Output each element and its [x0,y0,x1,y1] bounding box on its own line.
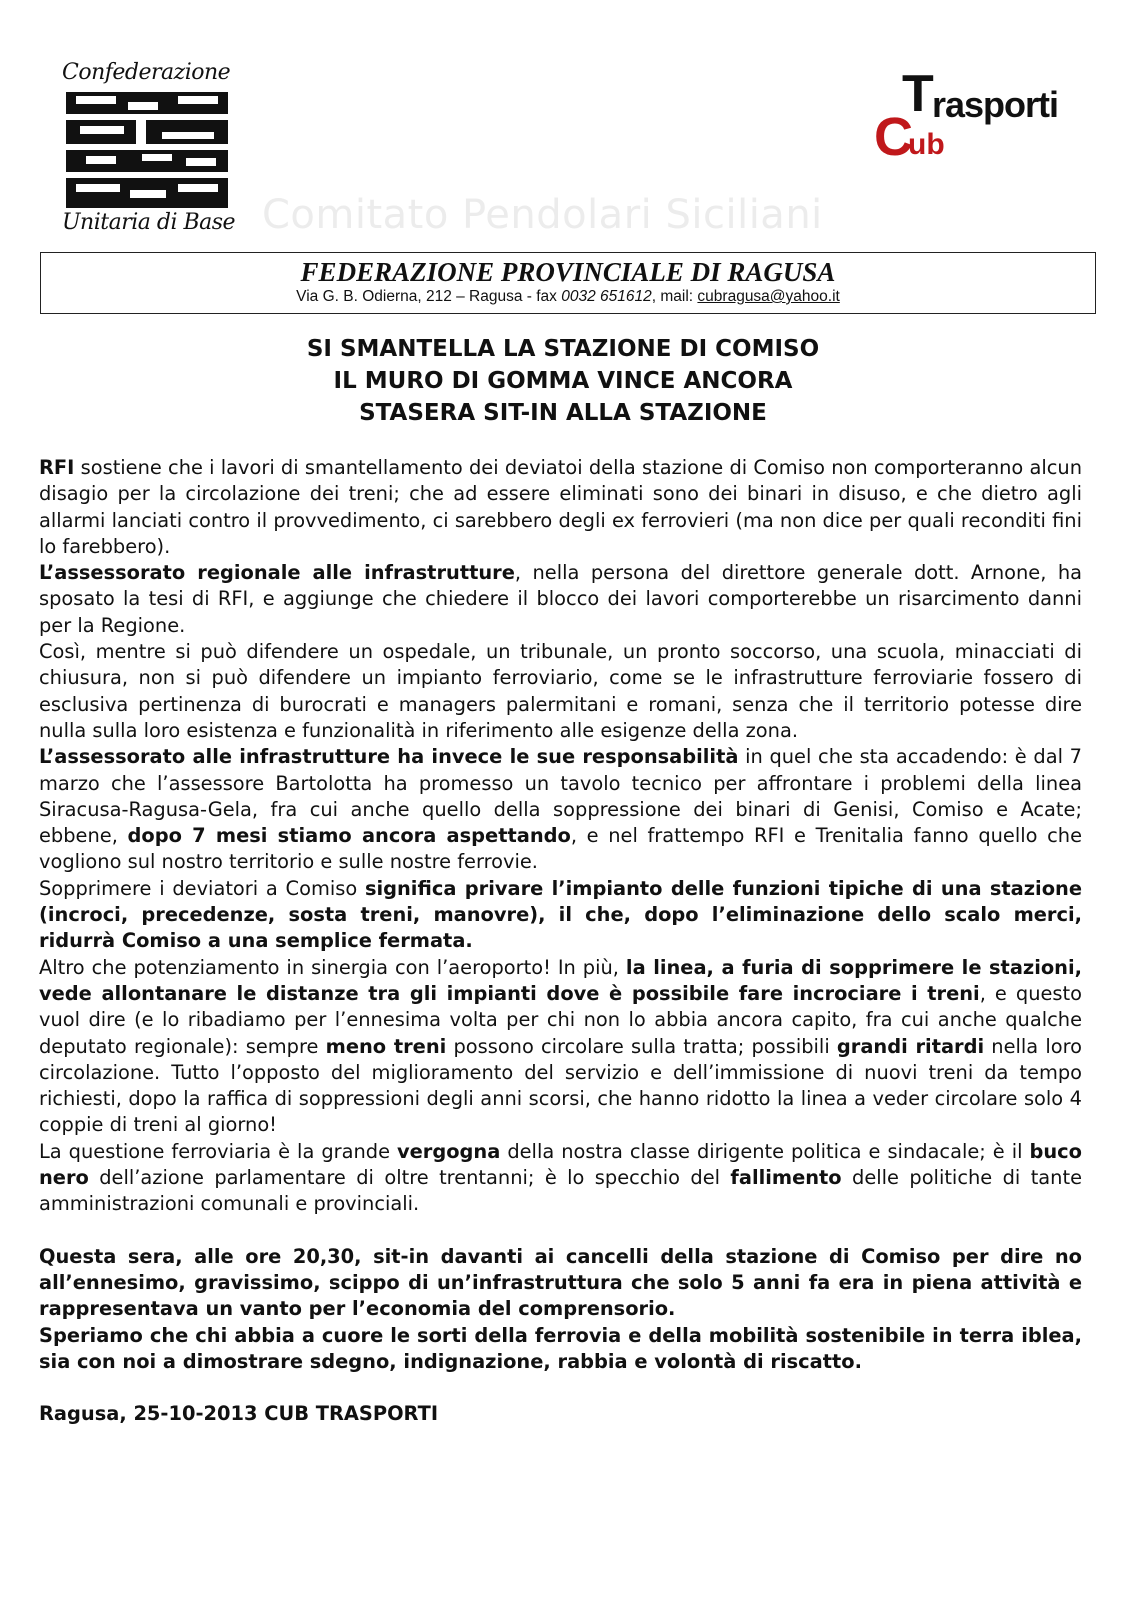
p4-text-a: in quel che sta accadendo: è dal 7 marzo che l’assessore Bartolotta ha promesso un tavolo tecnico per affrontare i problemi della linea Siracusa-Ragusa-Gela, fra cui anche quello della soppressione dei binari di Genisi, Comiso e Acate; ebbene, [39,745,1082,848]
federation-header-box [40,252,1096,314]
logo-text-ub: ub [908,128,945,161]
p2-bold: L’assessorato regionale alle infrastrutture [39,561,515,585]
logo-text-unitaria-di-base: Unitaria di Base [62,210,236,235]
paragraph-2 [39,560,1082,639]
logo-text-confederazione: Confederazione [62,60,231,85]
p7-bold-3: fallimento [730,1166,842,1190]
p4-bold-2: dopo 7 mesi stiamo ancora aspettando [127,824,571,848]
p6-text-d: nella loro circolazione. Tutto l’opposto del miglioramento del servizio e dell’immissione di nuovi treni da tempo richiesti, dopo la raffica di soppressioni degli anni scorsi, che hanno ridotto la linea a veder circolare solo 4 coppie di treni al giorno! [39,1034,1083,1137]
paragraph-6 [39,955,1082,1139]
p6-text-c: possono circolare sulla tratta; possibili [446,1034,837,1058]
logo-letter-c: C [874,107,913,167]
p7-bold: vergogna [397,1139,501,1163]
mail-label: , mail: [651,288,698,305]
cub-emblem-icon [66,92,228,208]
headline-line-1: SI SMANTELLA LA STAZIONE DI COMISO [306,336,820,362]
spacer [39,1375,1082,1401]
signature: Ragusa, 25-10-2013 CUB TRASPORTI [39,1402,439,1426]
email-link[interactable]: cubragusa@yahoo.it [697,288,840,305]
p6-bold-3: grandi ritardi [836,1034,985,1058]
watermark-comitato-pendolari: Comitato Pendolari Siciliani [262,192,823,238]
cub-trasporti-logo [874,65,1059,170]
p4-bold: L’assessorato alle infrastrutture ha invece le sue responsabilità [39,745,739,769]
paragraph-5 [39,876,1082,955]
paragraph-sit-in: Questa sera, alle ore 20,30, sit-in davanti ai cancelli della stazione di Comiso per dire no all’ennesimo, gravissimo, scippo di un’infrastruttura che solo 5 anni fa era in piena attività e rappresentava un vanto per l’economia del comprensorio. [39,1244,1082,1321]
federation-address [41,287,1095,307]
paragraph-appeal: Speriamo che chi abbia a cuore le sorti della ferrovia e della mobilità sostenibile in terra iblea, sia con noi a dimostrare sdegno, indignazione, rabbia e volontà di riscatto. [39,1323,1082,1373]
logo-letter-t: T [902,65,934,123]
headline-line-3: STASERA SIT-IN ALLA STAZIONE [359,400,767,426]
fax-number: 0032 651612 [561,288,652,305]
p6-text-b: , e questo vuol dire (e lo ribadiamo per l’ennesima volta per chi non lo abbia ancora capito, fra cui anche qualche deputato regionale): sempre [39,981,1082,1058]
press-release-headline [0,333,1126,429]
address-text: Via G. B. Odierna, 212 – Ragusa - fax [296,288,562,305]
p5-text: Sopprimere i deviatori a Comiso [39,876,365,900]
cub-confederation-logo [62,52,236,242]
p6-text-a: Altro che potenziamento in sinergia con l’aeroporto! In più, [39,955,626,979]
paragraph-7 [39,1139,1082,1218]
p6-bold-2: meno treni [325,1034,447,1058]
p2-text: , nella persona del direttore generale dott. Arnone, ha sposato la tesi di RFI, e aggiunge che chiedere il blocco dei lavori comporterebbe un risarcimento danni per la Regione. [39,561,1082,637]
logo-text-trasporti: rasporti [932,84,1059,125]
p7-text-b: della nostra classe dirigente politica e sindacale; è il [500,1139,1030,1163]
p1-text: sostiene che i lavori di smantellamento dei deviatoi della stazione di Comiso non comporteranno alcun disagio per la circolazione dei treni; che ad essere eliminati sono dei binari in disuso, e che dietro agli allarmi lanciati contro il provvedimento, ci sarebbero degli ex ferrovieri (ma non dice per quali reconditi fini lo farebbero). [39,456,1082,558]
p7-text-a: La questione ferroviaria è la grande [39,1139,397,1163]
p7-text-c: dell’azione parlamentare di oltre trentanni; è lo specchio del [88,1166,731,1190]
p7-text-d: delle politiche di tante amministrazioni comunali e provinciali. [39,1166,1082,1216]
federation-title: FEDERAZIONE PROVINCIALE DI RAGUSA [300,257,836,287]
p1-bold: RFI [39,456,75,479]
p6-bold: la linea, a furia di sopprimere le stazioni, vede allontanare le distanze tra gli impianti dove è possibile fare incrociare i treni [39,955,1082,1005]
paragraph-3: Così, mentre si può difendere un ospedale, un tribunale, un pronto soccorso, una scuola, minacciati di chiusura, non si può difendere un impianto ferroviario, come se le infrastrutture ferroviarie fossero di esclusiva pertinenza di burocrati e managers palermitani e romani, senza che il territorio potesse dire nulla sulla loro esistenza e funzionalità in riferimento alle esigenze della zona. [39,640,1082,742]
headline-line-2: IL MURO DI GOMMA VINCE ANCORA [333,368,793,394]
p7-bold-2: buco nero [39,1139,1083,1190]
p4-text-b: , e nel frattempo RFI e Trenitalia fanno quello che vogliono sul nostro territorio e sulle nostre ferrovie. [39,824,1083,874]
p5-bold: significa privare l’impianto delle funzioni tipiche di una stazione (incroci, precedenze, sosta treni, manovre), il che, dopo l’eliminazione dello scalo merci, ridurrà Comiso a una semplice fermata. [39,876,1082,953]
press-release-body [39,455,1082,1427]
paragraph-1 [39,455,1082,560]
spacer [39,1218,1082,1244]
paragraph-4 [39,744,1082,875]
